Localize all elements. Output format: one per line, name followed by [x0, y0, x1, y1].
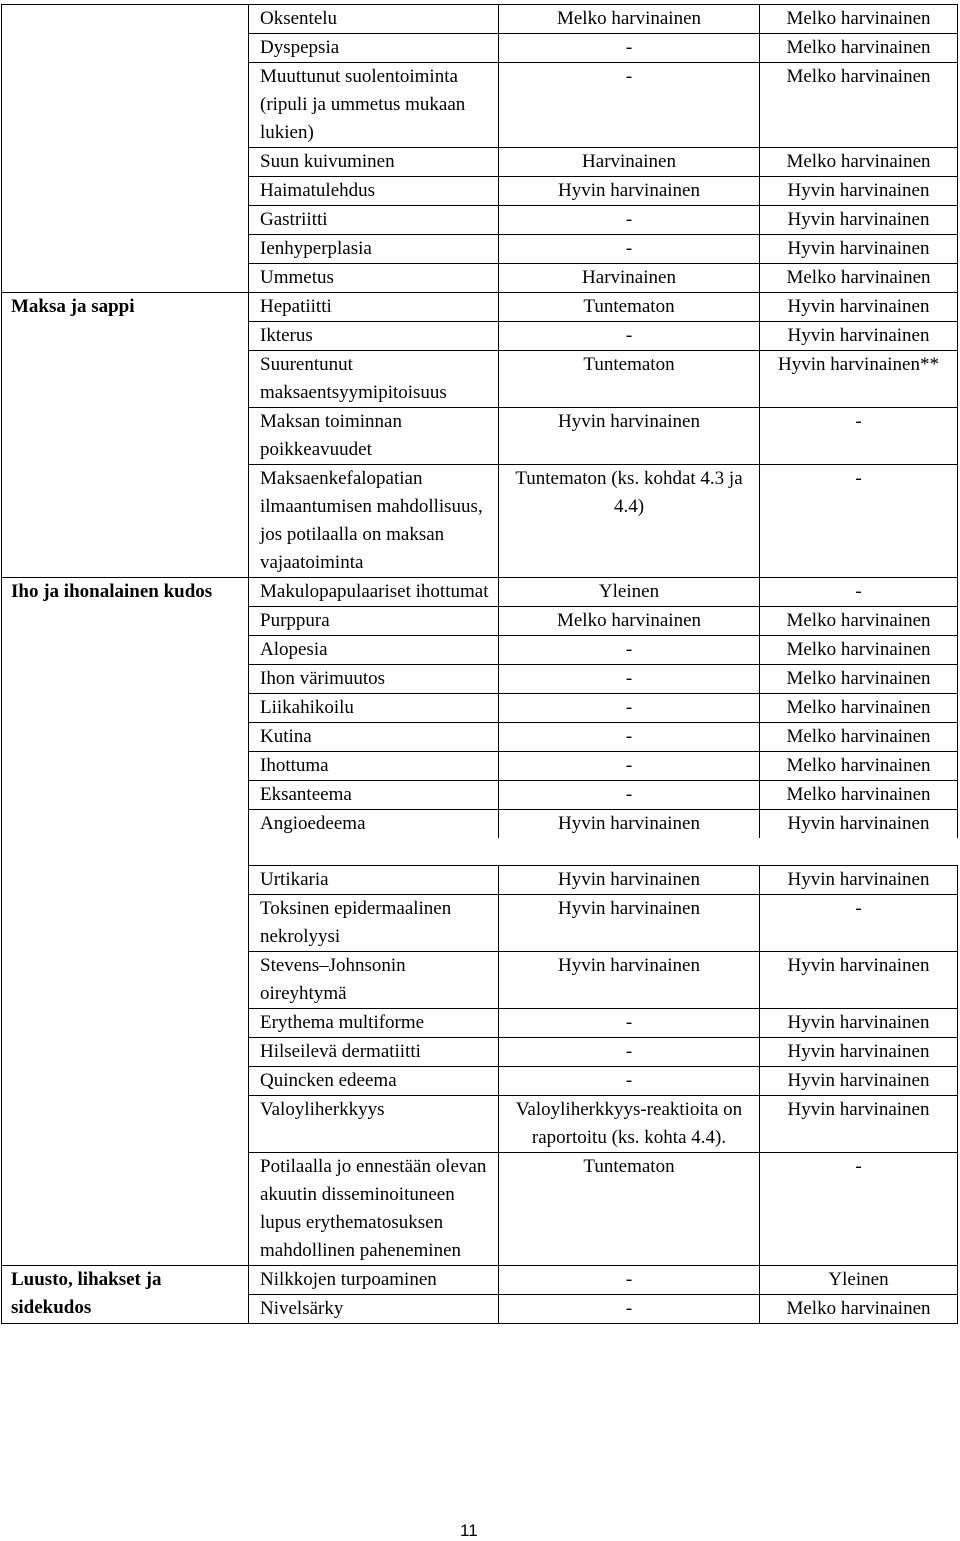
frequency-cell: Hyvin harvinainen: [499, 952, 760, 1009]
frequency-cell: -: [499, 723, 760, 752]
frequency-cell: Tuntematon: [499, 1153, 760, 1266]
category-cell: Maksa ja sappi: [2, 293, 249, 578]
frequency-cell: Melko harvinainen: [499, 5, 760, 34]
frequency-cell: Tuntematon: [499, 351, 760, 408]
term-cell: Hilseilevä dermatiitti: [249, 1038, 499, 1067]
frequency-cell: Tuntematon: [499, 293, 760, 322]
term-cell: Ienhyperplasia: [249, 235, 499, 264]
frequency-cell: -: [499, 322, 760, 351]
term-cell: Toksinen epidermaalinen nekrolyysi: [249, 895, 499, 952]
frequency-cell: Hyvin harvinainen: [760, 235, 958, 264]
frequency-cell: Harvinainen: [499, 148, 760, 177]
frequency-cell: -: [499, 206, 760, 235]
term-cell: Hepatiitti: [249, 293, 499, 322]
term-cell: Erythema multiforme: [249, 1009, 499, 1038]
term-cell: Ihottuma: [249, 752, 499, 781]
frequency-cell: Hyvin harvinainen: [760, 1067, 958, 1096]
frequency-cell: -: [499, 1067, 760, 1096]
frequency-cell: -: [760, 895, 958, 952]
term-cell: Kutina: [249, 723, 499, 752]
frequency-cell: Hyvin harvinainen: [760, 952, 958, 1009]
term-cell: Purppura: [249, 607, 499, 636]
term-cell: Valoyliherkkyys: [249, 1096, 499, 1153]
frequency-cell: Hyvin harvinainen: [760, 322, 958, 351]
frequency-cell: Hyvin harvinainen: [499, 408, 760, 465]
frequency-cell: Melko harvinainen: [760, 148, 958, 177]
term-cell: Potilaalla jo ennestään olevan akuutin disseminoituneen lupus erythematosuksen mahdollinen paheneminen: [249, 1153, 499, 1266]
term-cell: Nivelsärky: [249, 1295, 499, 1324]
table-row: [2, 578, 958, 607]
frequency-cell: -: [499, 1009, 760, 1038]
frequency-cell: Yleinen: [760, 1266, 958, 1295]
frequency-cell: Harvinainen: [499, 264, 760, 293]
frequency-cell: Melko harvinainen: [760, 264, 958, 293]
frequency-cell: Melko harvinainen: [760, 781, 958, 810]
frequency-cell: -: [499, 1038, 760, 1067]
frequency-cell: Hyvin harvinainen: [499, 810, 760, 839]
term-cell: Suun kuivuminen: [249, 148, 499, 177]
term-cell: Eksanteema: [249, 781, 499, 810]
frequency-cell: Melko harvinainen: [760, 34, 958, 63]
frequency-cell: Hyvin harvinainen: [760, 1096, 958, 1153]
frequency-cell: Melko harvinainen: [760, 665, 958, 694]
frequency-cell: -: [760, 578, 958, 607]
term-cell: Haimatulehdus: [249, 177, 499, 206]
term-cell: Liikahikoilu: [249, 694, 499, 723]
frequency-cell: Melko harvinainen: [499, 607, 760, 636]
frequency-cell: -: [499, 636, 760, 665]
frequency-cell: Melko harvinainen: [760, 752, 958, 781]
frequency-cell: Hyvin harvinainen: [760, 866, 958, 895]
frequency-cell: -: [499, 63, 760, 148]
term-cell: Nilkkojen turpoaminen: [249, 1266, 499, 1295]
term-cell: Alopesia: [249, 636, 499, 665]
frequency-cell: Hyvin harvinainen: [499, 866, 760, 895]
frequency-cell: -: [499, 665, 760, 694]
term-cell: Dyspepsia: [249, 34, 499, 63]
term-cell: Ummetus: [249, 264, 499, 293]
frequency-cell: Tuntematon (ks. kohdat 4.3 ja 4.4): [499, 465, 760, 578]
term-cell: Ikterus: [249, 322, 499, 351]
frequency-cell: -: [499, 1266, 760, 1295]
term-cell: Maksaenkefalopatian ilmaantumisen mahdollisuus, jos potilaalla on maksan vajaatoiminta: [249, 465, 499, 578]
term-cell: Muuttunut suolentoiminta (ripuli ja ummetus mukaan lukien): [249, 63, 499, 148]
page-number: 11: [460, 1521, 478, 1540]
frequency-cell: -: [499, 781, 760, 810]
frequency-cell: -: [760, 465, 958, 578]
frequency-cell: Yleinen: [499, 578, 760, 607]
category-cell: Iho ja ihonalainen kudos: [2, 578, 249, 1266]
term-cell: Makulopapulaariset ihottumat: [249, 578, 499, 607]
term-cell: Gastriitti: [249, 206, 499, 235]
term-cell: Oksentelu: [249, 5, 499, 34]
frequency-cell: Melko harvinainen: [760, 1295, 958, 1324]
frequency-cell: -: [760, 1153, 958, 1266]
table-row: [2, 293, 958, 322]
category-cell: Luusto, lihakset ja sidekudos: [2, 1266, 249, 1324]
term-cell: Urtikaria: [249, 866, 499, 895]
frequency-cell: Melko harvinainen: [760, 5, 958, 34]
frequency-cell: Hyvin harvinainen: [760, 293, 958, 322]
table-row: [2, 1266, 958, 1295]
frequency-cell: -: [499, 694, 760, 723]
frequency-cell: Hyvin harvinainen: [760, 1038, 958, 1067]
frequency-cell: -: [499, 752, 760, 781]
term-cell: Suurentunut maksaentsyymipitoisuus: [249, 351, 499, 408]
frequency-cell: Hyvin harvinainen: [499, 177, 760, 206]
frequency-cell: -: [499, 1295, 760, 1324]
frequency-cell: -: [499, 235, 760, 264]
frequency-cell: Melko harvinainen: [760, 63, 958, 148]
term-cell: Quincken edeema: [249, 1067, 499, 1096]
frequency-cell: Hyvin harvinainen: [760, 810, 958, 839]
frequency-cell: Hyvin harvinainen: [760, 177, 958, 206]
frequency-cell: Melko harvinainen: [760, 723, 958, 752]
frequency-cell: Melko harvinainen: [760, 694, 958, 723]
frequency-cell: Melko harvinainen: [760, 636, 958, 665]
frequency-cell: -: [499, 34, 760, 63]
frequency-cell: Hyvin harvinainen: [760, 1009, 958, 1038]
adverse-effects-table: [1, 4, 958, 1324]
frequency-cell: Melko harvinainen: [760, 607, 958, 636]
term-cell: Angioedeema: [249, 810, 499, 839]
table-row: [2, 5, 958, 34]
frequency-cell: -: [760, 408, 958, 465]
term-cell: Maksan toiminnan poikkeavuudet: [249, 408, 499, 465]
category-cell: [2, 5, 249, 293]
frequency-cell: Hyvin harvinainen: [499, 895, 760, 952]
term-cell: Stevens–Johnsonin oireyhtymä: [249, 952, 499, 1009]
frequency-cell: Hyvin harvinainen: [760, 206, 958, 235]
frequency-cell: Hyvin harvinainen**: [760, 351, 958, 408]
term-cell: Ihon värimuutos: [249, 665, 499, 694]
frequency-cell: Valoyliherkkyys-reaktioita on raportoitu (ks. kohta 4.4).: [499, 1096, 760, 1153]
